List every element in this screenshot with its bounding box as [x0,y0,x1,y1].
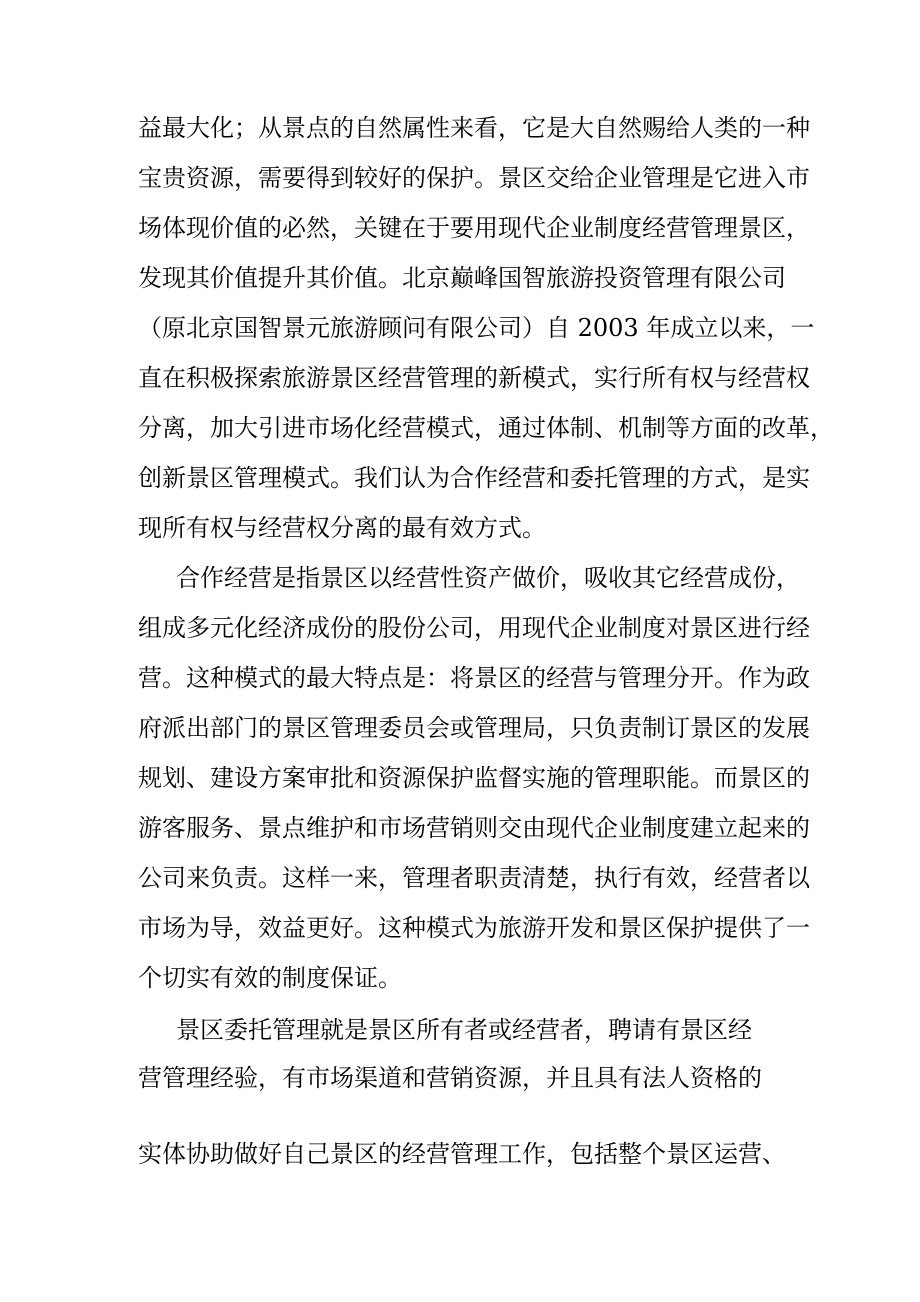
paragraph-line: 府派出部门的景区管理委员会或管理局，只负责制订景区的发展 [138,714,810,742]
paragraph-line: 营。这种模式的最大特点是：将景区的经营与管理分开。作为政 [138,664,810,692]
paragraph-line: （原北京国智景元旅游顾问有限公司）自 2003 年成立以来，一 [138,314,815,342]
paragraph-line: 市场为导，效益更好。这种模式为旅游开发和景区保护提供了一 [138,914,810,942]
paragraph-line: 创新景区管理模式。我们认为合作经营和委托管理的方式，是实 [138,464,810,492]
paragraph-line: 游客服务、景点维护和市场营销则交由现代企业制度建立起来的 [138,814,810,842]
paragraph-line: 景区委托管理就是景区所有者或经营者，聘请有景区经 [176,1016,752,1044]
paragraph-line: 场体现价值的必然，关键在于要用现代企业制度经营管理景区， [138,214,810,242]
paragraph-line: 组成多元化经济成份的股份公司，用现代企业制度对景区进行经 [138,614,810,642]
paragraph-line: 营管理经验，有市场渠道和营销资源，并且具有法人资格的 [138,1064,762,1092]
paragraph-line: 公司来负责。这样一来，管理者职责清楚，执行有效，经营者以 [138,864,810,892]
paragraph-line: 实体协助做好自己景区的经营管理工作，包括整个景区运营、 [138,1140,786,1168]
paragraph-line: 现所有权与经营权分离的最有效方式。 [138,514,546,542]
paragraph-line: 个切实有效的制度保证。 [138,964,402,992]
paragraph-line: 合作经营是指景区以经营性资产做价，吸收其它经营成份， [176,564,800,592]
paragraph-line: 宝贵资源，需要得到较好的保护。景区交给企业管理是它进入市 [138,164,810,192]
paragraph-line: 益最大化；从景点的自然属性来看，它是大自然赐给人类的一种 [138,114,810,142]
paragraph-line: 规划、建设方案审批和资源保护监督实施的管理职能。而景区的 [138,764,810,792]
paragraph-line: 发现其价值提升其价值。北京巅峰国智旅游投资管理有限公司 [138,264,786,292]
paragraph-line: 分离，加大引进市场化经营模式，通过体制、机制等方面的改革， [138,414,834,442]
paragraph-line: 直在积极探索旅游景区经营管理的新模式，实行所有权与经营权 [138,364,810,392]
